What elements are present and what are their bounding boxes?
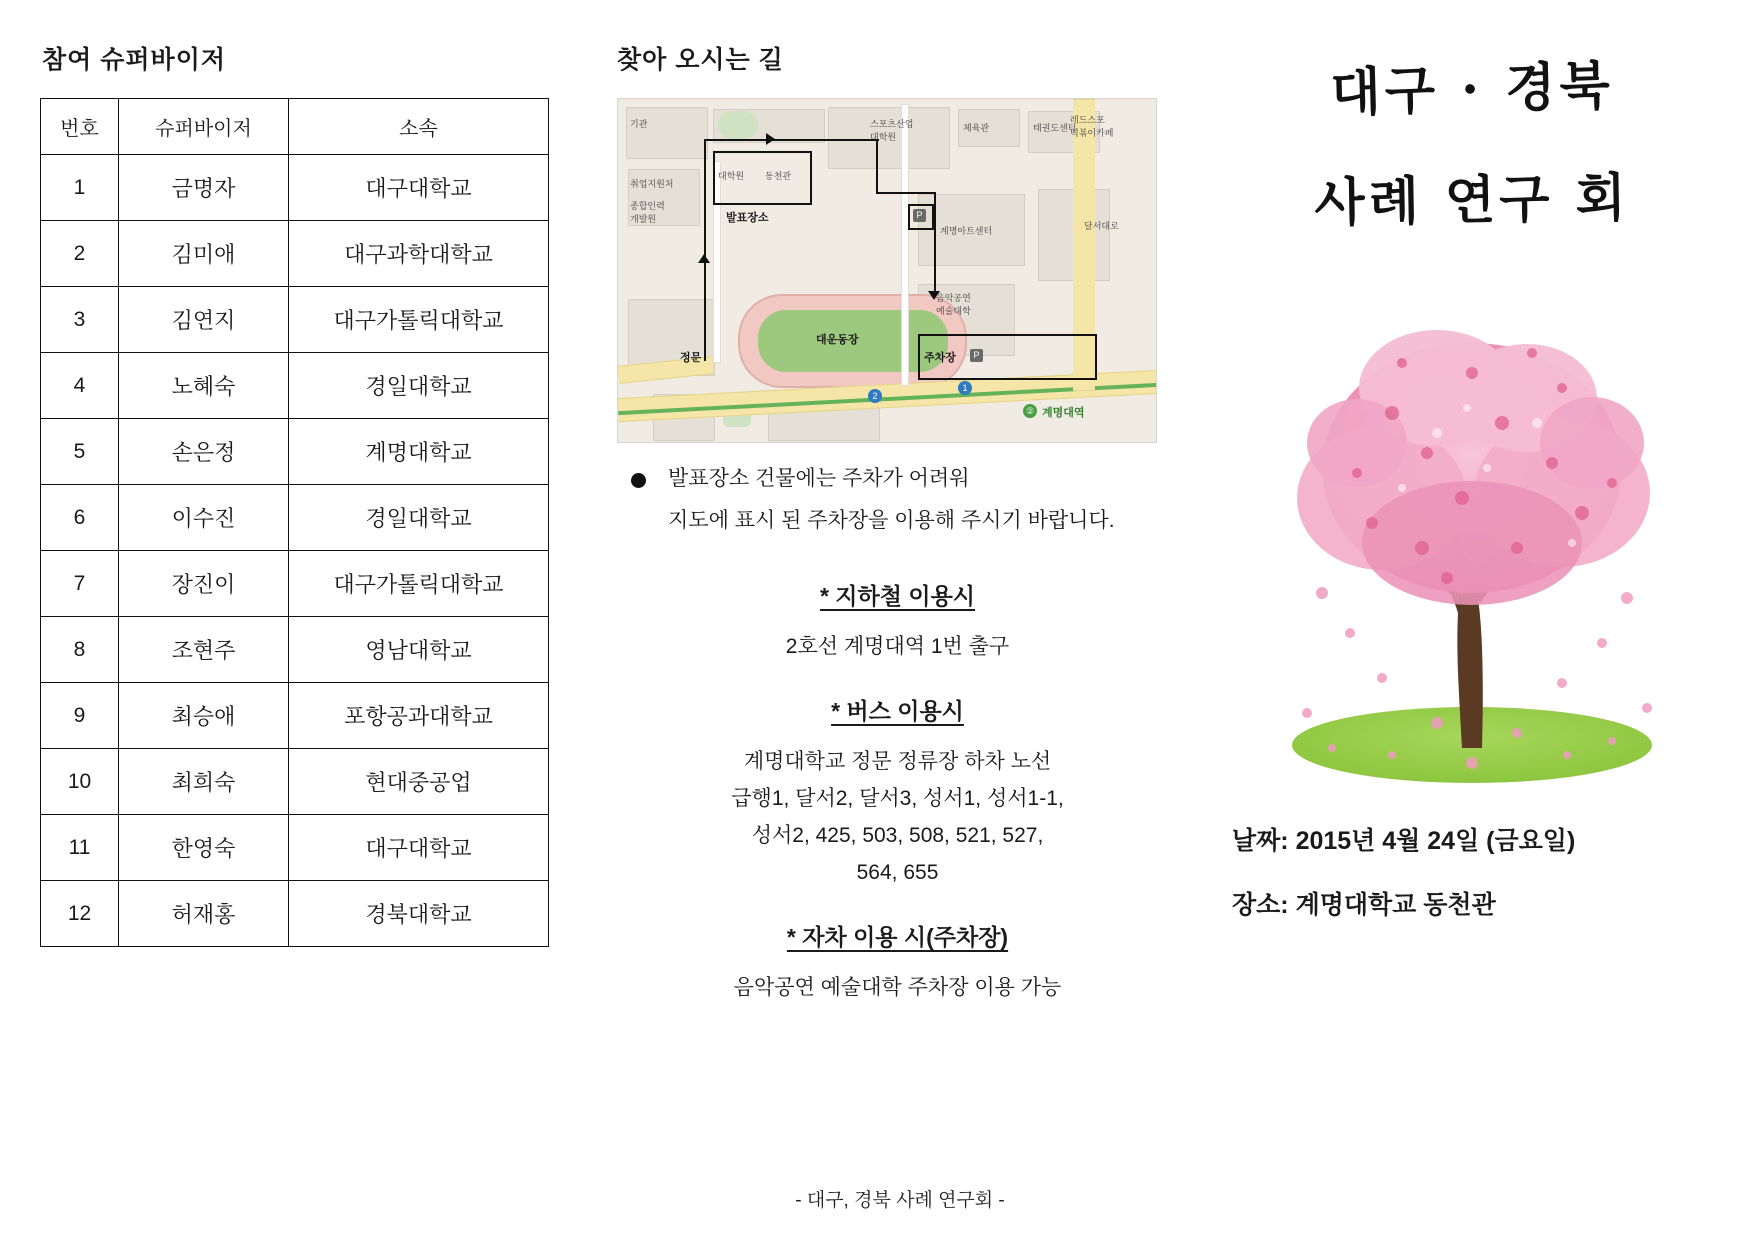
event-place: 장소: 계명대학교 동천관: [1232, 891, 1496, 919]
map-label-hr-development: 종합인력 개발원: [630, 201, 665, 224]
bus-line-1: 계명대학교 정문 정류장 하차 노선: [743, 750, 1052, 774]
map-label-parking: 주차장: [924, 352, 956, 364]
cell-no: 2: [41, 221, 119, 287]
cell-name: 이수진: [119, 485, 289, 551]
cell-affiliation: 대구과학대학교: [289, 221, 549, 287]
cell-no: 11: [41, 815, 119, 881]
table-row: [41, 155, 549, 221]
parking-icon: P: [913, 209, 926, 222]
map-label-keimyung-art-center: 계명아트센터: [940, 226, 993, 236]
cell-name: 손은정: [119, 419, 289, 485]
bus-line-3: 성서2, 425, 503, 508, 521, 527,: [751, 823, 1044, 847]
event-date: 날짜: 2015년 4월 24일 (금요일): [1232, 827, 1576, 855]
map-label-presentation-venue: 발표장소: [726, 212, 769, 224]
cell-affiliation: 대구가톨릭대학교: [289, 551, 549, 617]
cell-affiliation: 경일대학교: [289, 353, 549, 419]
cell-name: 장진이: [119, 551, 289, 617]
column-header-no: 번호: [41, 99, 119, 155]
cell-no: 9: [41, 683, 119, 749]
car-line-1: 음악공연 예술대학 주차장 이용 가능: [733, 976, 1062, 1000]
table-row: [41, 881, 549, 947]
cell-no: 12: [41, 881, 119, 947]
cover-title-line1: 대구 · 경북: [1329, 55, 1615, 124]
subway-station-icon: ②: [1023, 404, 1037, 418]
footer-credit: - 대구, 경북 사례 연구회 -: [795, 1190, 1005, 1211]
subway-block: [615, 578, 1180, 666]
map-label-main-gate: 정문: [680, 352, 702, 364]
car-block: [615, 919, 1180, 1007]
cell-name: 허재홍: [119, 881, 289, 947]
map-label-redsports-cafe: 레드스포 떡볶이카페: [1070, 115, 1114, 138]
parking-note: [625, 465, 1180, 550]
map-label-stadium: 대운동장: [816, 334, 859, 346]
cell-no: 3: [41, 287, 119, 353]
supervisors-heading: 참여 슈퍼바이저: [42, 46, 226, 74]
cell-affiliation: 대구가톨릭대학교: [289, 287, 549, 353]
table-header-row: [41, 99, 549, 155]
cell-no: 6: [41, 485, 119, 551]
table-row: [41, 815, 549, 881]
cell-affiliation: 대구대학교: [289, 155, 549, 221]
table-row: [41, 287, 549, 353]
directions-heading: 찾아 오시는 길: [617, 46, 784, 74]
map-label-music-art-college: 음악공연 예술대학: [936, 293, 971, 316]
table-row: [41, 485, 549, 551]
event-info: [1220, 821, 1724, 921]
map-label-sports-industry: 스포츠산업 대학원: [870, 119, 914, 142]
map-label-employment-center: 취업지원처: [630, 179, 674, 189]
cell-affiliation: 대구대학교: [289, 815, 549, 881]
cell-affiliation: 현대중공업: [289, 749, 549, 815]
cell-affiliation: 포항공과대학교: [289, 683, 549, 749]
bus-line-2: 급행1, 달서2, 달서3, 성서1, 성서1-1,: [731, 787, 1064, 811]
cell-affiliation: 경일대학교: [289, 485, 549, 551]
bullet-icon: [631, 473, 646, 488]
cell-no: 1: [41, 155, 119, 221]
bus-block: [615, 693, 1180, 891]
table-row: [41, 617, 549, 683]
cell-affiliation: 경북대학교: [289, 881, 549, 947]
cherry-blossom-illustration: [1262, 293, 1682, 803]
table-row: [41, 353, 549, 419]
cell-name: 노혜숙: [119, 353, 289, 419]
parking-icon: P: [970, 349, 983, 362]
car-title: * 자차 이용 시(주차장): [786, 924, 1009, 951]
map-label-dongcheon-hall: 동천관: [765, 171, 792, 181]
cherry-blossom-tree-icon: [1262, 293, 1682, 803]
cell-name: 최승애: [119, 683, 289, 749]
bus-stop-icon-2: 2: [868, 389, 882, 403]
column-header-supervisor: 슈퍼바이저: [119, 99, 289, 155]
cell-name: 최희숙: [119, 749, 289, 815]
cover-title-line2: 사례 연구 회: [1313, 167, 1631, 234]
subway-line-1: 2호선 계명대역 1번 출구: [785, 634, 1010, 658]
subway-title: * 지하철 이용시: [819, 582, 976, 609]
map-label-taekwondo-center: 태권도센터: [1033, 123, 1077, 133]
parking-note-line2: 지도에 표시 된 주차장을 이용해 주시기 바랍니다.: [668, 509, 1115, 533]
cell-name: 금명자: [119, 155, 289, 221]
table-row: [41, 551, 549, 617]
cell-name: 한영숙: [119, 815, 289, 881]
map-label-graduate-school: 대학원: [718, 171, 745, 181]
table-row: [41, 749, 549, 815]
cell-no: 5: [41, 419, 119, 485]
parking-note-line1: 발표장소 건물에는 주차가 어려워: [668, 467, 970, 490]
table-row: [41, 683, 549, 749]
cell-no: 8: [41, 617, 119, 683]
cell-affiliation: 계명대학교: [289, 419, 549, 485]
cell-no: 7: [41, 551, 119, 617]
table-row: [41, 419, 549, 485]
supervisors-panel: [0, 0, 600, 1240]
cell-affiliation: 영남대학교: [289, 617, 549, 683]
cell-name: 김미애: [119, 221, 289, 287]
map-label-daemyeong-road: 달서대로: [1084, 221, 1119, 231]
cover-panel: [1200, 0, 1754, 1240]
column-header-affiliation: 소속: [289, 99, 549, 155]
cell-no: 10: [41, 749, 119, 815]
cell-name: 조현주: [119, 617, 289, 683]
table-row: [41, 221, 549, 287]
map-label-gym: 체육관: [963, 123, 990, 133]
cell-name: 김연지: [119, 287, 289, 353]
map-label-gigwan: 기관: [630, 119, 648, 129]
bus-stop-icon-1: 1: [958, 381, 972, 395]
bus-line-4: 564, 655: [856, 860, 939, 884]
cell-no: 4: [41, 353, 119, 419]
supervisors-table: [40, 98, 549, 947]
directions-panel: [600, 0, 1200, 1240]
campus-map: [617, 98, 1157, 443]
bus-title: * 버스 이용시: [831, 698, 964, 725]
map-label-station: 계명대역: [1042, 407, 1085, 419]
